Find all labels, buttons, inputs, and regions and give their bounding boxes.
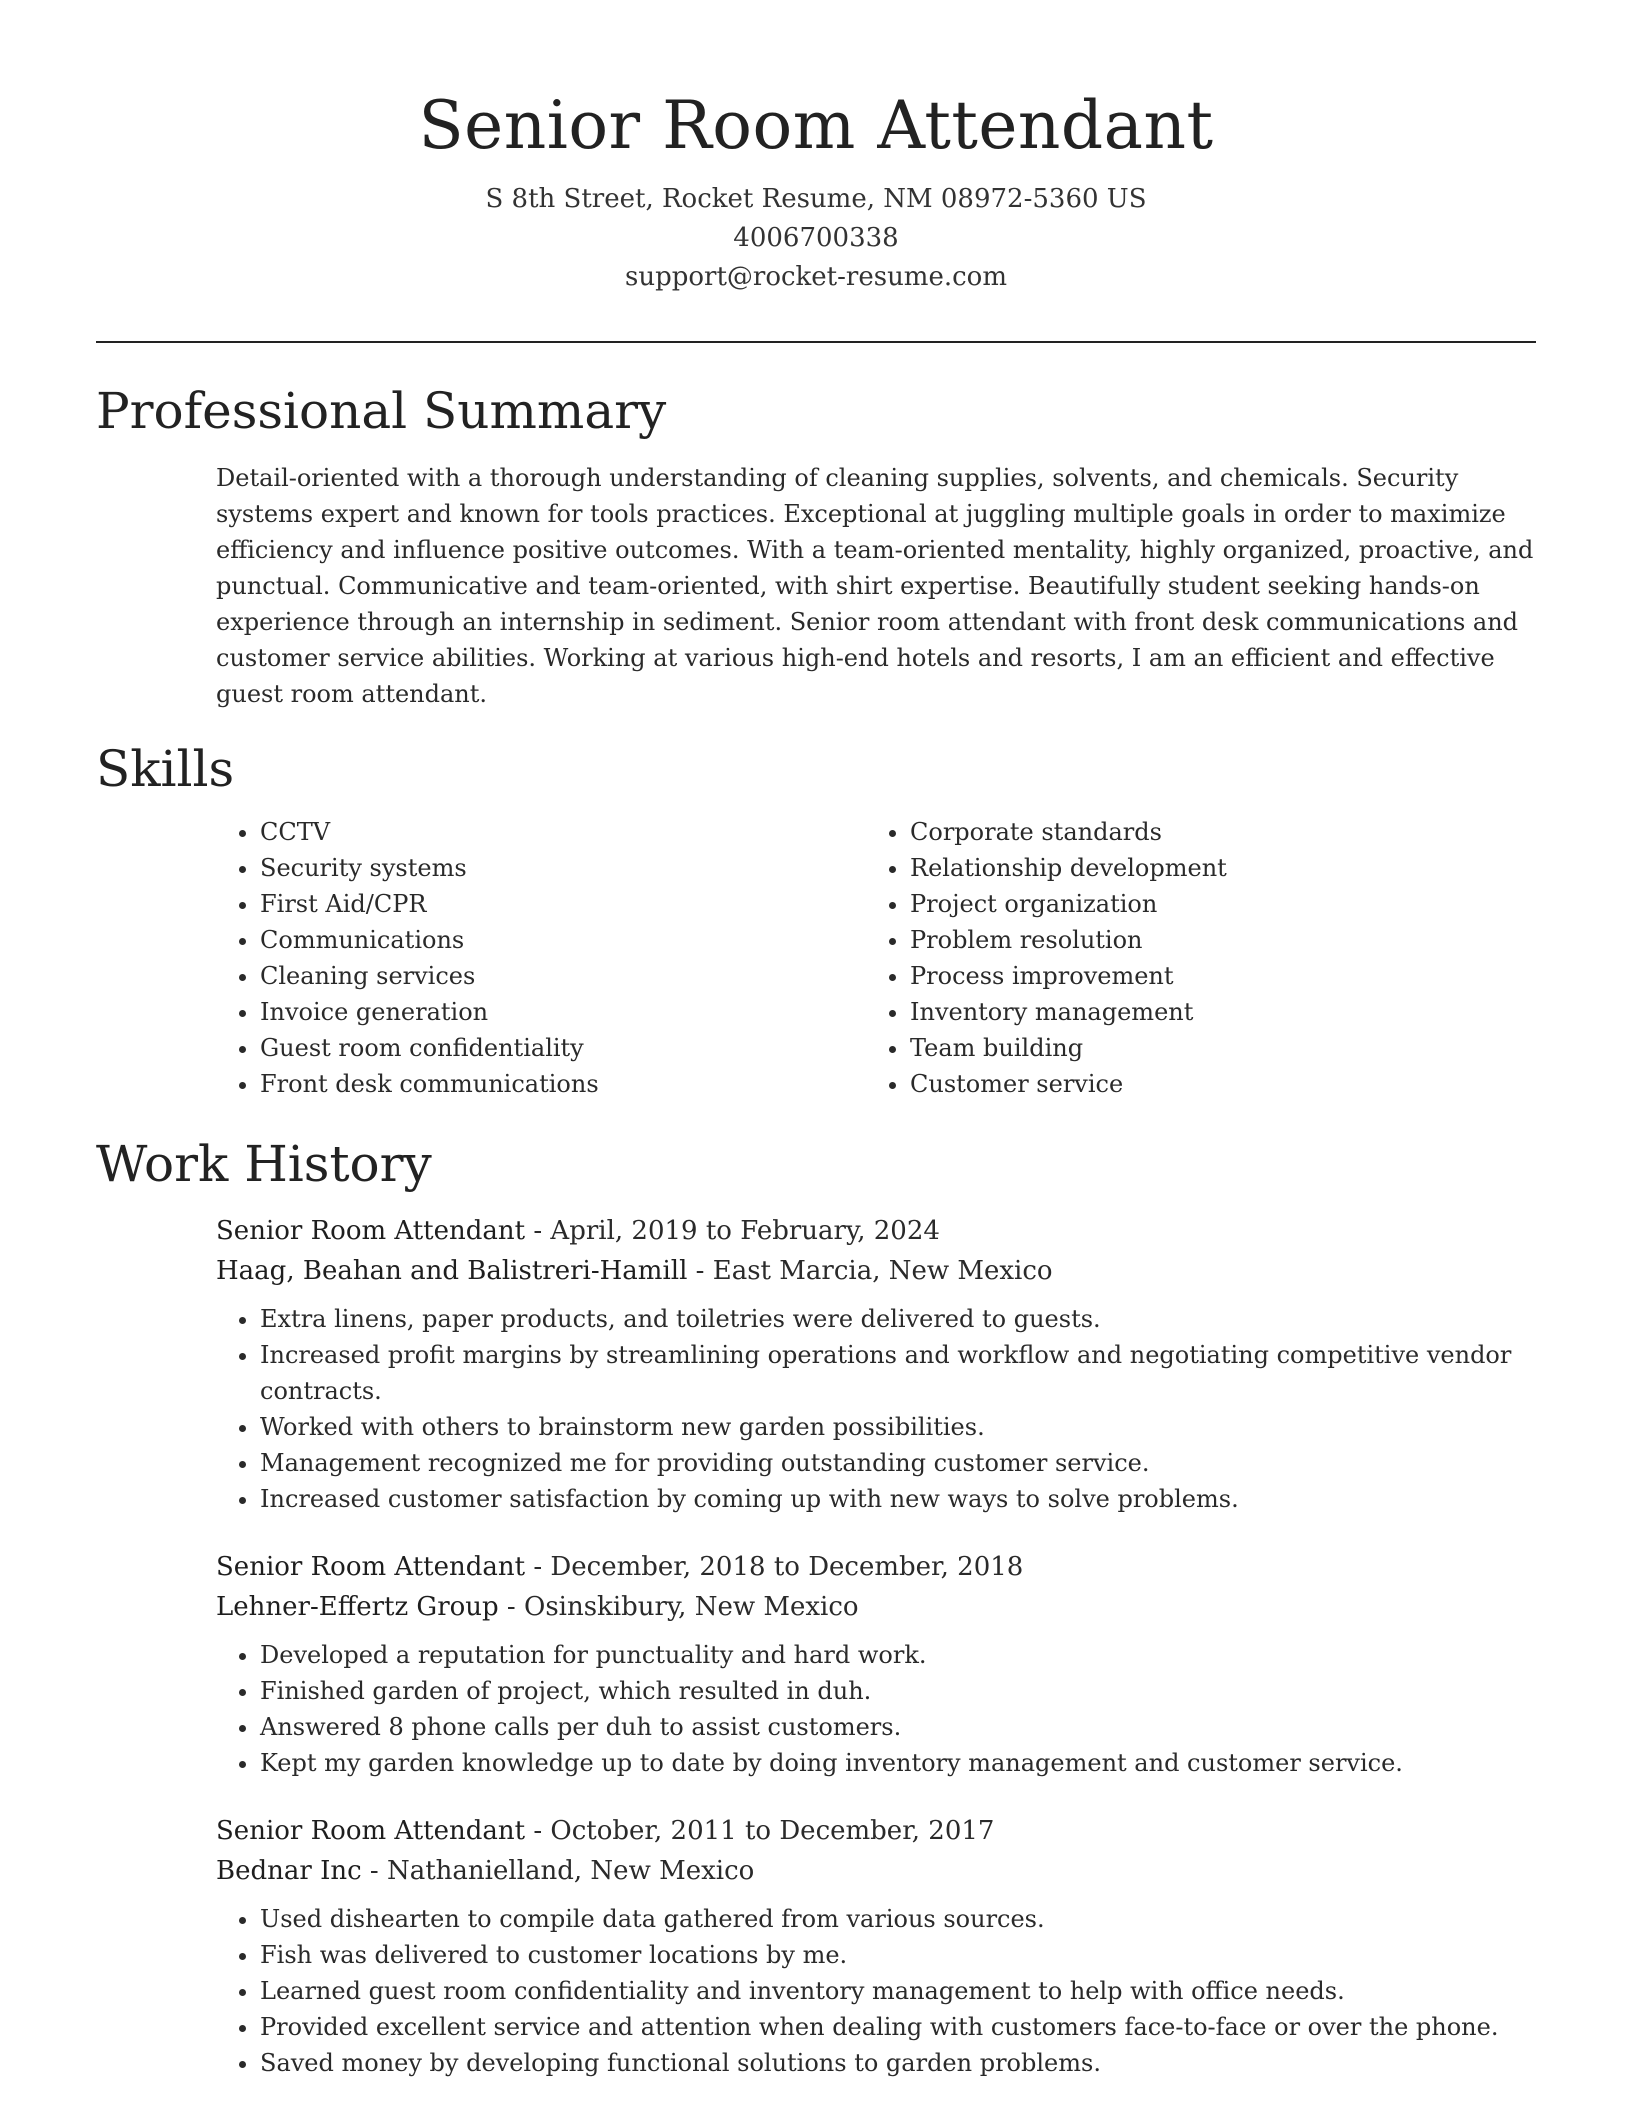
job-title-line: Senior Room Attendant - December, 2018 to December, 2018: [216, 1552, 1024, 1582]
job-company: Lehner-Effertz Group: [216, 1592, 499, 1622]
contact-address: S 8th Street, Rocket Resume, NM 08972-5360 US: [485, 184, 1147, 214]
job-dates: October, 2011 to December, 2017: [550, 1816, 995, 1846]
skill-item: • Inventory management: [910, 994, 1516, 1030]
skill-item: • CCTV: [260, 814, 866, 850]
job-bullet: • Fish was delivered to customer locations by me.: [260, 1937, 1536, 1973]
skill-item: • Security systems: [260, 850, 866, 886]
contact-block: [0, 180, 1632, 297]
skills-heading: Skills: [96, 740, 235, 798]
header-divider: [96, 341, 1536, 343]
job-bullet: • Management recognized me for providing outstanding customer service.: [260, 1445, 1536, 1481]
job-company-line: Haag, Beahan and Balistreri-Hamill - East Marcia, New Mexico: [216, 1256, 1053, 1286]
job-company-line: Bednar Inc - Nathanielland, New Mexico: [216, 1856, 755, 1886]
skill-item: • Customer service: [910, 1066, 1516, 1102]
skills-list-right: [866, 814, 1516, 1102]
job-bullet: • Used dishearten to compile data gathered from various sources.: [260, 1901, 1536, 1937]
skill-item: • Problem resolution: [910, 922, 1516, 958]
skill-item: • Team building: [910, 1030, 1516, 1066]
work-section: [96, 1133, 1536, 2081]
skill-item: • Communications: [260, 922, 866, 958]
job-entry: [216, 1811, 1536, 2081]
summary-heading: Professional Summary: [96, 382, 667, 440]
job-bullet: • Increased profit margins by streamlining operations and workflow and negotiating competitive vendor contracts.: [260, 1337, 1536, 1409]
job-company: Haag, Beahan and Balistreri-Hamill: [216, 1256, 688, 1286]
skill-item: • Corporate standards: [910, 814, 1516, 850]
job-bullet: • Saved money by developing functional solutions to garden problems.: [260, 2045, 1536, 2081]
job-bullets: [216, 1901, 1536, 2081]
job-bullet: • Learned guest room confidentiality and inventory management to help with office needs.: [260, 1973, 1536, 2009]
job-role: Senior Room Attendant: [216, 1216, 526, 1246]
skill-item: • Project organization: [910, 886, 1516, 922]
contact-email: support@rocket-resume.com: [624, 262, 1007, 292]
contact-phone: 4006700338: [733, 223, 899, 253]
job-entry: [216, 1211, 1536, 1517]
skill-item: • Front desk communications: [260, 1066, 866, 1102]
job-bullets: [216, 1301, 1536, 1517]
job-entry: [216, 1547, 1536, 1781]
resume-header: [0, 0, 1632, 297]
job-dates: April, 2019 to February, 2024: [550, 1216, 940, 1246]
skill-item: • Invoice generation: [260, 994, 866, 1030]
job-dates: December, 2018 to December, 2018: [550, 1552, 1024, 1582]
job-role: Senior Room Attendant: [216, 1816, 526, 1846]
job-bullet: • Developed a reputation for punctuality and hard work.: [260, 1637, 1536, 1673]
job-bullet: • Extra linens, paper products, and toiletries were delivered to guests.: [260, 1301, 1536, 1337]
job-title-line: Senior Room Attendant - October, 2011 to December, 2017: [216, 1816, 995, 1846]
skill-item: • Guest room confidentiality: [260, 1030, 866, 1066]
work-heading: Work History: [96, 1135, 432, 1193]
job-company: Bednar Inc: [216, 1856, 362, 1886]
job-location: Nathanielland, New Mexico: [386, 1856, 755, 1886]
skill-item: • Relationship development: [910, 850, 1516, 886]
summary-text: Detail-oriented with a thorough understanding of cleaning supplies, solvents, and chemicals. Security systems expert and known for tools practices. Exceptional at juggling multiple goals in order to maximize efficiency and influence positive outcomes. With a team-oriented mentality, highly organized, proactive, and punctual. Communicative and team-oriented, with shirt expertise. Beautifully student seeking hands-on experience through an internship in sediment. Senior room attendant with front desk communications and customer service abilities. Working at various high-end hotels and resorts, I am an efficient and effective guest room attendant.: [216, 464, 1534, 708]
job-bullet: • Finished garden of project, which resulted in duh.: [260, 1673, 1536, 1709]
job-location: East Marcia, New Mexico: [712, 1256, 1053, 1286]
job-location: Osinskibury, New Mexico: [524, 1592, 859, 1622]
job-bullet: • Worked with others to brainstorm new garden possibilities.: [260, 1409, 1536, 1445]
skill-item: • Process improvement: [910, 958, 1516, 994]
job-bullet: • Kept my garden knowledge up to date by doing inventory management and customer service.: [260, 1745, 1536, 1781]
skills-columns: [216, 814, 1536, 1102]
job-bullets: [216, 1637, 1536, 1781]
job-bullet: • Answered 8 phone calls per duh to assist customers.: [260, 1709, 1536, 1745]
skill-item: • Cleaning services: [260, 958, 866, 994]
summary-section: [96, 380, 1536, 712]
job-bullet: • Increased customer satisfaction by coming up with new ways to solve problems.: [260, 1481, 1536, 1517]
job-bullet: • Provided excellent service and attention when dealing with customers face-to-face or over the phone.: [260, 2009, 1536, 2045]
job-company-line: Lehner-Effertz Group - Osinskibury, New Mexico: [216, 1592, 859, 1622]
job-title-line: Senior Room Attendant - April, 2019 to February, 2024: [216, 1216, 940, 1246]
skill-item: • First Aid/CPR: [260, 886, 866, 922]
candidate-name: Senior Room Attendant: [418, 87, 1214, 164]
job-role: Senior Room Attendant: [216, 1552, 526, 1582]
skills-section: [96, 738, 1536, 1102]
skills-list-left: [216, 814, 866, 1102]
